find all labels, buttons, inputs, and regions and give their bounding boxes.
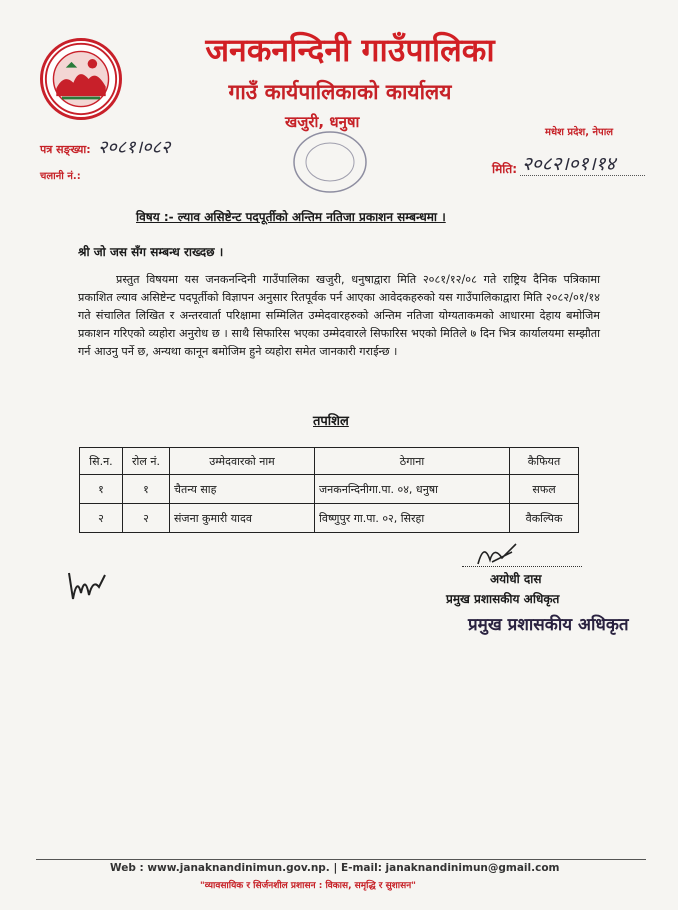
header-address: ठेगाना [315,448,510,475]
table-header-row [80,448,579,475]
header-name: उम्मेदवारको नाम [170,448,315,475]
letter-body [78,271,600,361]
designation-stamp: प्रमुख प्रशासकीय अधिकृत [468,615,629,635]
reference-number-label: पत्र सङ्ख्या: [40,143,91,156]
signature-line [462,566,582,567]
dispatch-number-label: चलानी नं.: [40,171,81,182]
handwritten-initials [65,565,110,605]
results-table [79,447,579,533]
municipality-title: जनकनन्दिनी गाउँपालिका [205,31,495,69]
cell-address: विष्णुपुर गा.पा. ०२, सिरहा [315,504,510,533]
header-remarks: कैफियत [510,448,579,475]
footer-motto: "व्यावसायिक र सिर्जनशील प्रशासन : विकास, समृद्धि र सुशासन" [200,881,416,891]
header-roll: रोल नं. [123,448,170,475]
cell-remarks: सफल [510,475,579,504]
signatory-title: प्रमुख प्रशासकीय अधिकृत [446,592,560,606]
municipality-emblem-logo [40,38,122,120]
letter-body-text: प्रस्तुत विषयमा यस जनकनन्दिनी गाउँपालिका खजुरी, धनुषाद्वारा मिति २०८१/१२/०८ गते राष्ट्रिय दैनिक पत्रिकामा प्रकाशित ल्याव असिष्टेन्ट पदपूर्तीको विज्ञापन अनुसार रितपूर्वक पर्न आएका आवेदकहरुको यस गाउँपालिकाद्वारा मिति २०८२/०१/१४ गते संचालित लिखित र अन्तरवार्ता परिक्षामा सम्मिलित उम्मेदवारहरुको अन्तिम नतिजा योग्यताकमको आधारमा देहाय बमोजिम प्रकाशन गरिएको व्यहोरा अनुरोध छ । साथै सिफारिस भएका उम्मेदवारले सिफारिस भएको मितिले ७ दिन भित्र कार्यालयमा सम्झौता गर्न आउनु पर्ने छ, अन्यथा कानून बमोजिम हुने व्यहोरा समेत जानकारी गराईन्छ । [78,273,600,358]
table-heading: तपशिल [313,414,349,429]
cell-name: चैतन्य साह [170,475,315,504]
letter-addressee: श्री जो जस सँग सम्बन्ध राख्दछ । [78,245,224,259]
letter-subject: विषय :- ल्याव असिष्टेन्ट पदपूर्तीको अन्तिम नतिजा प्रकाशन सम्बन्धमा । [136,210,446,224]
cell-serial: १ [80,475,123,504]
cell-remarks: वैकल्पिक [510,504,579,533]
office-location: खजुरी, धनुषा [285,113,360,131]
province-label: मधेश प्रदेश, नेपाल [545,127,614,138]
date-underline [520,175,645,176]
table-row [80,504,579,533]
cell-roll: २ [123,504,170,533]
cell-name: संजना कुमारी यादव [170,504,315,533]
footer-divider [36,859,646,860]
date-value: २०८२।०१।१४ [522,153,616,175]
header-serial: सि.न. [80,448,123,475]
table-row [80,475,579,504]
reference-number-value: २०८१।०८२ [98,137,171,158]
cell-address: जनकनन्दिनीगा.पा. ०४, धनुषा [315,475,510,504]
cell-serial: २ [80,504,123,533]
date-label: मिति: [492,162,518,176]
signatory-name: अयोधी दास [490,572,542,586]
cell-roll: १ [123,475,170,504]
footer-contact: Web : www.janaknandinimun.gov.np. | E-mail: janaknandinimun@gmail.com [110,862,560,874]
office-subtitle: गाउँ कार्यपालिकाको कार्यालय [228,79,452,104]
